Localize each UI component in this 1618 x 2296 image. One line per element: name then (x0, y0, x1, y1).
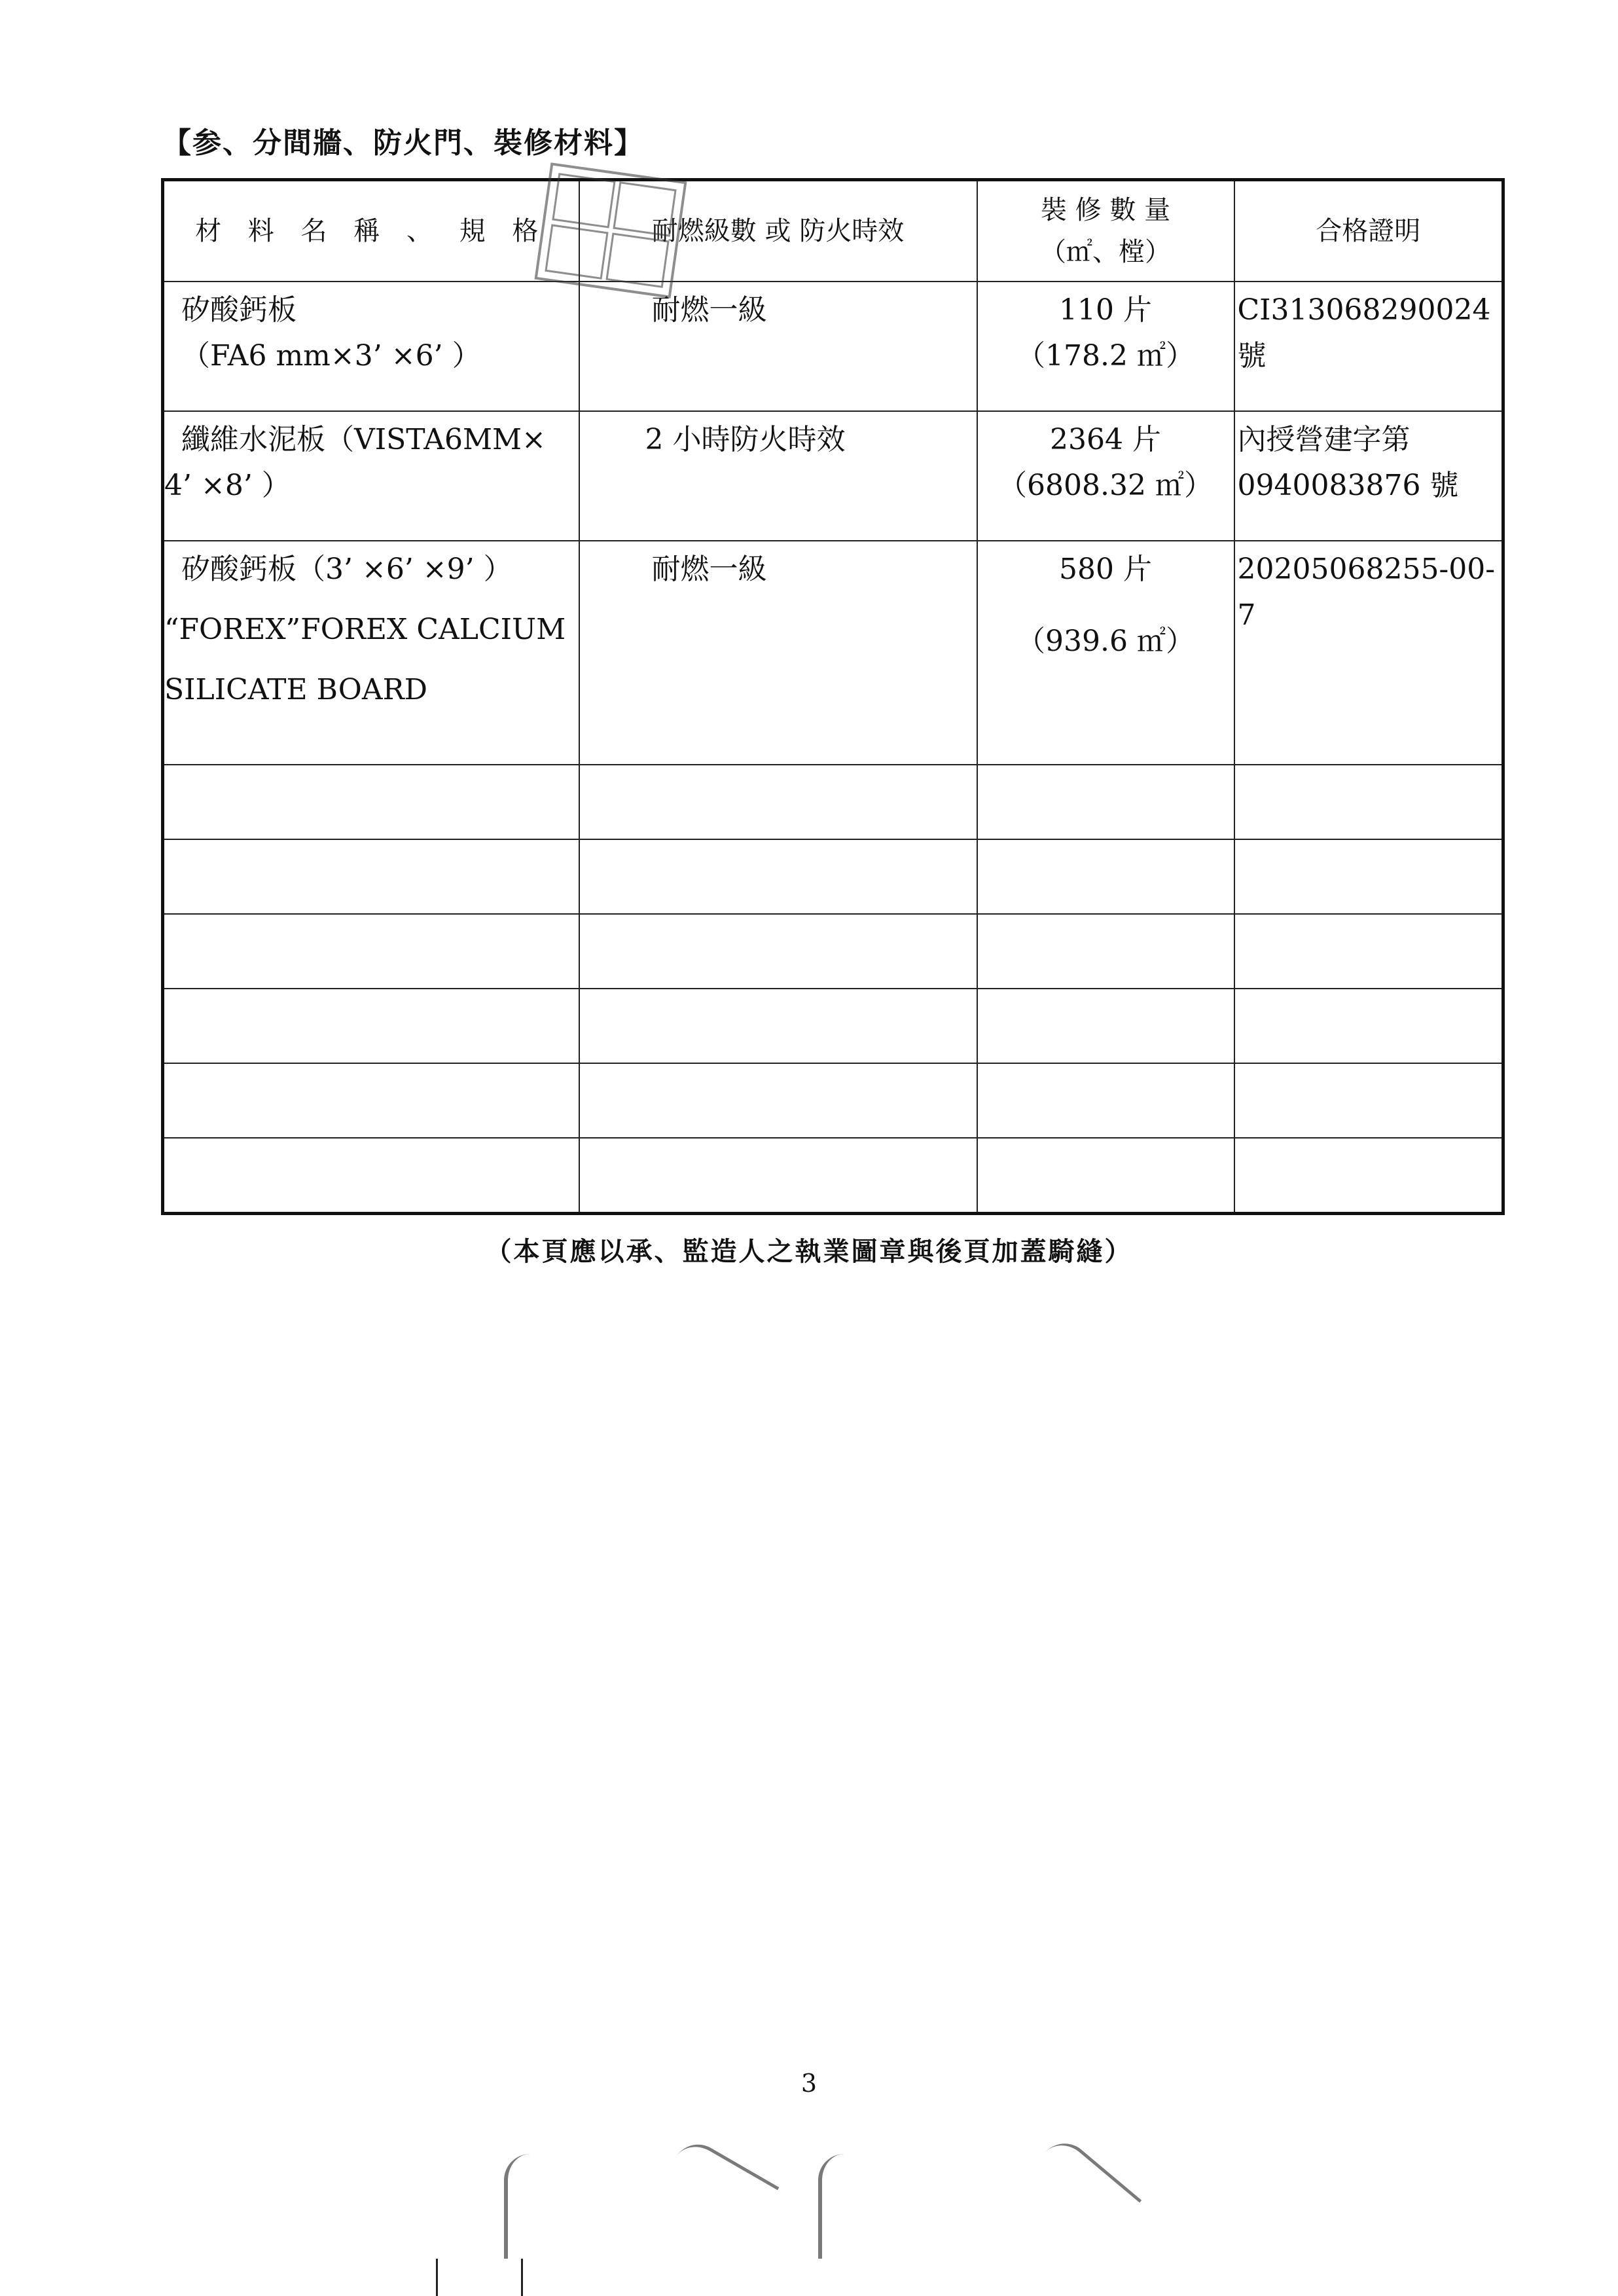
material-name-line: 矽酸鈣板 (181, 293, 297, 327)
page-number: 3 (800, 2069, 818, 2098)
cell-material-name (163, 541, 579, 765)
section-title: 【参、分間牆、防火門、裝修材料】 (162, 126, 644, 160)
cell-fire-rating: 耐燃一級 (579, 282, 977, 411)
seam-stamp-mid-icon (634, 2135, 779, 2281)
architect-seal-icon (534, 162, 687, 298)
seam-mark (521, 2259, 523, 2296)
seam-stamp-corner-icon (992, 2133, 1142, 2283)
material-brand-line: “FOREX”FOREX CALCIUM (164, 613, 566, 646)
quantity-area: （6808.32 ㎡） (998, 469, 1213, 502)
cell-fire-rating: 耐燃一級 (579, 541, 977, 765)
cell-certificate (1234, 282, 1503, 411)
empty-row (163, 1138, 1503, 1214)
material-spec-line: （FA6 mm×3’ ×6’ ） (181, 339, 481, 373)
quantity-count: 110 片 (1059, 293, 1152, 327)
seam-stamp-right-icon (818, 2154, 953, 2259)
empty-row (163, 765, 1503, 839)
cell-material-name (163, 411, 579, 541)
header-certificate: 合格證明 (1234, 180, 1503, 282)
empty-row (163, 1063, 1503, 1138)
seam-stamp-left-icon (504, 2154, 613, 2259)
certificate-line: 0940083876 號 (1237, 469, 1459, 502)
material-name-line: 矽酸鈣板（3’ ×6’ ×9’ ） (181, 553, 512, 586)
material-brand-line: SILICATE BOARD (164, 673, 428, 706)
certificate-line: 內授營建字第 (1237, 423, 1411, 456)
material-name-line: 纖維水泥板（VISTA6MM× (181, 423, 546, 456)
table-row (163, 541, 1503, 765)
quantity-count: 2364 片 (1050, 423, 1161, 456)
materials-table (161, 178, 1505, 1215)
header-quantity-unit: （㎡、樘） (1040, 237, 1171, 267)
header-fire-rating: 耐燃級數 或 防火時效 (579, 180, 977, 282)
cell-certificate (1234, 411, 1503, 541)
empty-row (163, 914, 1503, 989)
quantity-count: 580 片 (1059, 553, 1152, 586)
empty-row (163, 989, 1503, 1063)
seam-mark (436, 2259, 438, 2296)
material-spec-line: 4’ ×8’ ） (164, 469, 291, 502)
cell-quantity (977, 282, 1234, 411)
quantity-area: （939.6 ㎡） (1016, 625, 1195, 658)
certificate-line: CI313068290024 號 (1237, 293, 1491, 373)
cell-certificate: 20205068255-00-7 (1234, 541, 1503, 765)
header-material-name: 材 料 名 稱 、 規 格 (163, 180, 579, 282)
cell-quantity (977, 541, 1234, 765)
cell-quantity (977, 411, 1234, 541)
header-quantity (977, 180, 1234, 282)
table-row (163, 411, 1503, 541)
cell-fire-rating: 2 小時防火時效 (579, 411, 977, 541)
quantity-area: （178.2 ㎡） (1016, 339, 1195, 373)
seam-stamp-note: （本頁應以承、監造人之執業圖章與後頁加蓋騎縫） (485, 1236, 1133, 1267)
cell-material-name (163, 282, 579, 411)
table-header-row (163, 180, 1503, 282)
table-row (163, 282, 1503, 411)
empty-row (163, 839, 1503, 914)
header-quantity-line1: 裝 修 數 量 (1040, 195, 1171, 225)
